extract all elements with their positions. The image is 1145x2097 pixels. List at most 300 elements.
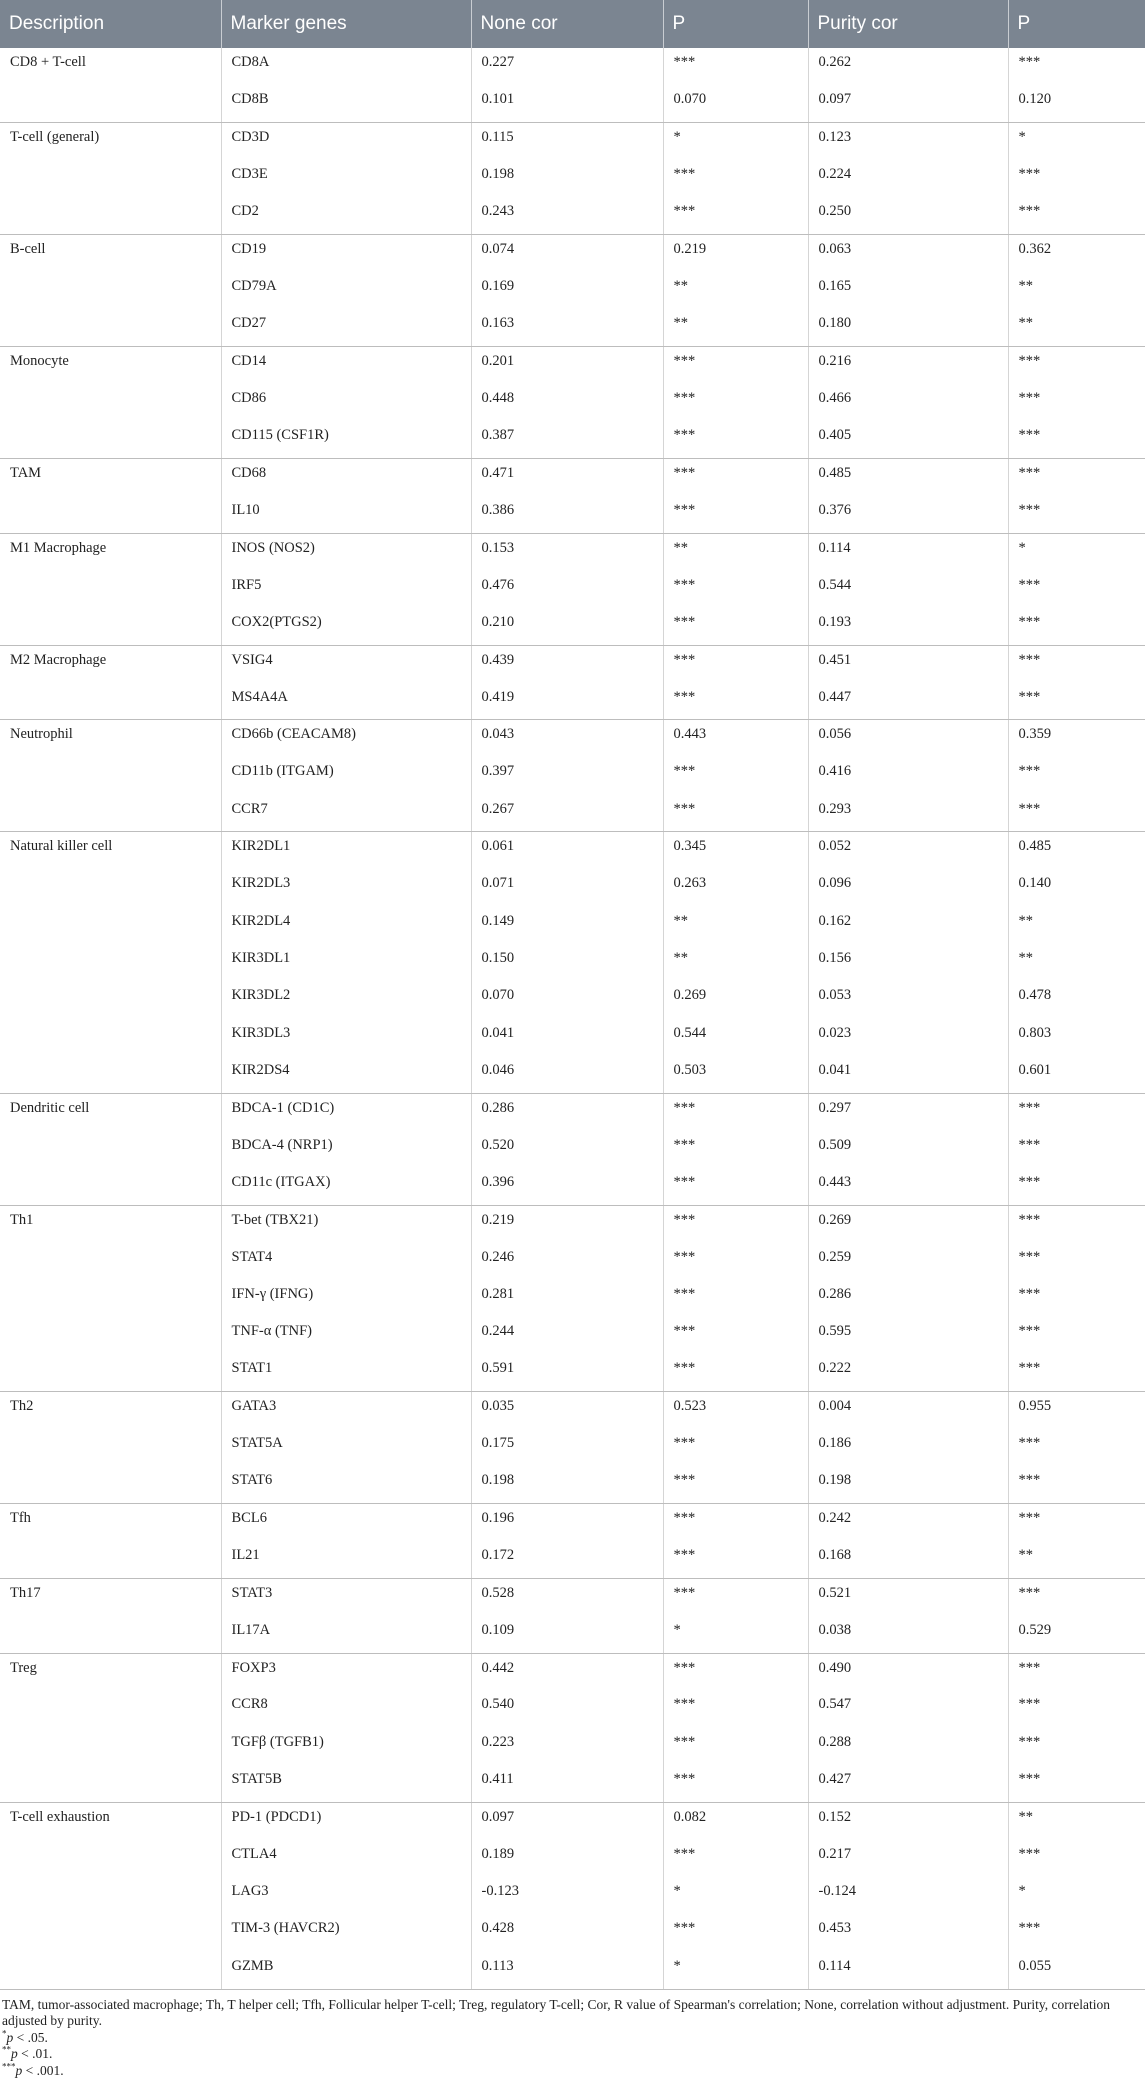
purity-cor-cell: 0.168 [808,1541,1008,1578]
marker-gene-cell: IRF5 [221,571,471,608]
p-none-cell: 0.070 [663,85,808,122]
none-cor-cell: 0.153 [471,533,663,570]
description-cell: Monocyte [0,347,221,459]
purity-cor-cell: 0.521 [808,1578,1008,1615]
purity-cor-cell: -0.124 [808,1877,1008,1914]
purity-cor-cell: 0.595 [808,1317,1008,1354]
none-cor-cell: 0.528 [471,1578,663,1615]
p-none-cell: *** [663,645,808,682]
none-cor-cell: 0.476 [471,571,663,608]
marker-gene-cell: CD86 [221,384,471,421]
p-none-cell: *** [663,1168,808,1205]
marker-gene-cell: LAG3 [221,1877,471,1914]
none-cor-cell: 0.428 [471,1914,663,1951]
purity-cor-cell: 0.443 [808,1168,1008,1205]
p-purity-cell: *** [1008,1578,1145,1615]
p-symbol: p [15,2062,23,2078]
p-none-cell: * [663,1877,808,1914]
purity-cor-cell: 0.123 [808,123,1008,160]
purity-cor-cell: 0.216 [808,347,1008,384]
p-purity-cell: *** [1008,197,1145,234]
p-none-cell: *** [663,347,808,384]
p-purity-cell: *** [1008,1354,1145,1391]
threshold-text: < .001. [22,2062,64,2078]
purity-cor-cell: 0.193 [808,608,1008,645]
p-purity-cell: *** [1018,389,1041,406]
marker-gene-cell: TNF-α (TNF) [221,1317,471,1354]
marker-gene-cell: CTLA4 [221,1840,471,1877]
marker-gene-cell: CCR8 [221,1690,471,1727]
p-none-cell: 0.269 [663,981,808,1018]
marker-gene-cell: BDCA-4 (NRP1) [221,1131,471,1168]
none-cor-cell: 0.246 [471,1243,663,1280]
none-cor-cell: 0.169 [471,272,663,309]
p-none-cell: *** [663,1653,808,1690]
header-marker-genes: Marker genes [221,0,471,48]
p-none-cell: *** [663,496,808,533]
significance-note [2,2030,1135,2047]
none-cor-cell: 0.201 [471,347,663,384]
marker-gene-cell: IL21 [221,1541,471,1578]
table-row [0,1205,1145,1242]
p-purity-cell: *** [1018,1248,1041,1265]
description-cell: Neutrophil [0,720,221,832]
purity-cor-cell: 0.269 [808,1205,1008,1242]
none-cor-cell: 0.198 [471,1466,663,1503]
description-cell: M2 Macrophage [0,645,221,720]
p-none-cell: *** [663,1541,808,1578]
p-purity-cell: 0.478 [1018,987,1052,1004]
marker-gene-cell: CD79A [221,272,471,309]
table-row [0,645,1145,682]
purity-cor-cell: 0.297 [808,1093,1008,1130]
table-row [0,533,1145,570]
marker-gene-cell: STAT1 [221,1354,471,1391]
header-p-purity: P [1017,13,1031,34]
p-purity-cell: *** [1008,795,1145,832]
header-description: Description [0,0,221,48]
p-purity-cell: ** [1008,1802,1145,1839]
purity-cor-cell: 0.547 [808,1690,1008,1727]
p-none-cell: *** [663,1840,808,1877]
none-cor-cell: 0.097 [471,1802,663,1839]
marker-gene-cell: CD115 (CSF1R) [221,421,471,458]
p-none-cell: ** [663,944,808,981]
purity-cor-cell: 0.485 [808,459,1008,496]
purity-cor-cell: 0.416 [808,757,1008,794]
purity-cor-cell: 0.162 [808,907,1008,944]
none-cor-cell: -0.123 [471,1877,663,1914]
description-cell: CD8 + T-cell [0,48,221,123]
p-purity-cell: *** [1008,347,1145,384]
p-none-cell: *** [663,48,808,85]
p-none-cell: *** [663,197,808,234]
p-purity-cell: *** [1018,1845,1041,1862]
p-none-cell: ** [663,309,808,346]
p-none-cell: *** [663,160,808,197]
none-cor-cell: 0.101 [471,85,663,122]
footnote-abbreviations: TAM, tumor-associated macrophage; Th, T helper cell; Tfh, Follicular helper T-cell; Treg, regulatory T-cell; Cor, R value of Spearman's correlation; None, correlation without adjustment. Purity, correlation adjusted by purity. [2,1996,1111,2029]
table-row [0,459,1145,496]
p-purity-cell: 0.955 [1008,1392,1145,1429]
none-cor-cell: 0.061 [471,832,663,869]
purity-cor-cell: 0.447 [808,683,1008,720]
p-purity-cell: *** [1008,496,1145,533]
p-none-cell: *** [663,1504,808,1541]
p-none-cell: *** [663,683,808,720]
p-purity-cell: 0.601 [1008,1056,1145,1093]
p-purity-cell: 0.362 [1008,235,1145,272]
none-cor-cell: 0.172 [471,1541,663,1578]
marker-gene-cell: COX2(PTGS2) [221,608,471,645]
table-row [0,832,1145,869]
none-cor-cell: 0.591 [471,1354,663,1391]
purity-cor-cell: 0.004 [808,1392,1008,1429]
threshold-text: < .01. [17,2046,53,2062]
purity-cor-cell: 0.152 [808,1802,1008,1839]
marker-gene-cell: KIR3DL1 [221,944,471,981]
p-none-cell: *** [663,795,808,832]
marker-gene-cell: CD27 [221,309,471,346]
p-purity-cell: ** [1018,949,1033,966]
purity-cor-cell: 0.114 [808,1952,1008,1989]
p-none-cell: *** [663,757,808,794]
threshold-text: < .05. [13,2029,48,2045]
p-none-cell: *** [663,1131,808,1168]
p-purity-cell: * [1008,533,1145,570]
none-cor-cell: 0.074 [471,235,663,272]
purity-cor-cell: 0.509 [808,1131,1008,1168]
p-purity-cell: *** [1018,1435,1041,1452]
p-none-cell: *** [663,1914,808,1951]
p-none-cell: 0.503 [663,1056,808,1093]
marker-gene-cell: CD8B [221,85,471,122]
p-none-cell: *** [663,459,808,496]
p-none-cell: * [663,1952,808,1989]
p-purity-cell: *** [1018,576,1041,593]
p-purity-cell: ** [1018,912,1033,929]
none-cor-cell: 0.471 [471,459,663,496]
p-purity-cell: 0.529 [1008,1616,1145,1653]
purity-cor-cell: 0.097 [808,85,1008,122]
p-none-cell: *** [663,608,808,645]
p-none-cell: *** [663,1728,808,1765]
purity-cor-cell: 0.405 [808,421,1008,458]
none-cor-cell: 0.035 [471,1392,663,1429]
none-cor-cell: 0.227 [471,48,663,85]
table-row [0,1802,1145,1839]
p-none-cell: *** [663,1429,808,1466]
none-cor-cell: 0.189 [471,1840,663,1877]
p-purity-cell: *** [1018,1733,1041,1750]
p-purity-cell: *** [1018,1285,1041,1302]
marker-gene-cell: KIR3DL3 [221,1019,471,1056]
marker-gene-cell: MS4A4A [221,683,471,720]
marker-gene-cell: TIM-3 (HAVCR2) [221,1914,471,1951]
p-none-cell: *** [663,1093,808,1130]
marker-gene-cell: CD19 [221,235,471,272]
none-cor-cell: 0.223 [471,1728,663,1765]
none-cor-cell: 0.448 [471,384,663,421]
marker-gene-cell: CCR7 [221,795,471,832]
purity-cor-cell: 0.242 [808,1504,1008,1541]
none-cor-cell: 0.070 [471,981,663,1018]
p-purity-cell: *** [1008,1093,1145,1130]
marker-gene-cell: CD3D [221,123,471,160]
p-purity-cell: *** [1008,1205,1145,1242]
purity-cor-cell: 0.288 [808,1728,1008,1765]
p-purity-cell: 0.140 [1018,875,1052,892]
significance-note [2,2046,1135,2063]
marker-gene-cell: BCL6 [221,1504,471,1541]
description-cell: TAM [0,459,221,534]
marker-gene-cell: FOXP3 [221,1653,471,1690]
p-none-cell: ** [663,533,808,570]
p-symbol: p [6,2029,14,2045]
significance-mark: *** [2,2061,16,2072]
none-cor-cell: 0.267 [471,795,663,832]
p-purity-cell: *** [1018,1920,1041,1937]
none-cor-cell: 0.043 [471,720,663,757]
header-p-none: P [663,0,808,48]
none-cor-cell: 0.540 [471,1690,663,1727]
purity-cor-cell: 0.165 [808,272,1008,309]
marker-gene-cell: STAT5B [221,1765,471,1802]
none-cor-cell: 0.163 [471,309,663,346]
p-purity-cell: * [1018,1883,1026,1900]
purity-cor-cell: 0.217 [808,1840,1008,1877]
table-row [0,235,1145,272]
header-row [0,0,1145,48]
p-purity-cell: *** [1018,54,1041,70]
p-purity-cell: 0.803 [1018,1024,1052,1041]
purity-cor-cell: 0.052 [808,832,1008,869]
p-none-cell: *** [663,1578,808,1615]
p-none-cell: *** [663,1317,808,1354]
p-purity-cell: *** [1008,683,1145,720]
p-none-cell: *** [663,1354,808,1391]
purity-cor-cell: 0.063 [808,235,1008,272]
purity-cor-cell: 0.198 [808,1466,1008,1503]
none-cor-cell: 0.419 [471,683,663,720]
purity-cor-cell: 0.427 [808,1765,1008,1802]
p-none-cell: *** [663,571,808,608]
marker-gene-cell: PD-1 (PDCD1) [221,1802,471,1839]
table-row [0,1653,1145,1690]
marker-gene-cell: BDCA-1 (CD1C) [221,1093,471,1130]
none-cor-cell: 0.442 [471,1653,663,1690]
none-cor-cell: 0.113 [471,1952,663,1989]
marker-gene-cell: VSIG4 [221,645,471,682]
p-purity-cell: 0.120 [1008,85,1145,122]
p-none-cell: 0.219 [663,235,808,272]
p-none-cell: *** [663,1243,808,1280]
marker-gene-cell: KIR3DL2 [221,981,471,1018]
marker-gene-cell: CD14 [221,347,471,384]
table-row [0,347,1145,384]
p-purity-cell: *** [1008,1765,1145,1802]
table-row [0,1504,1145,1541]
p-purity-cell: *** [1008,459,1145,496]
p-purity-cell: ** [1008,309,1145,346]
table-row [0,48,1145,85]
table-row [0,1578,1145,1615]
p-none-cell: 0.263 [663,869,808,906]
marker-gene-cell: STAT3 [221,1578,471,1615]
p-none-cell: *** [663,1690,808,1727]
p-none-cell: *** [663,1466,808,1503]
p-purity-cell: 0.055 [1008,1952,1145,1989]
marker-gene-cell: CD3E [221,160,471,197]
p-purity-cell: *** [1008,1466,1145,1503]
description-cell: T-cell (general) [0,123,221,235]
purity-cor-cell: 0.286 [808,1280,1008,1317]
none-cor-cell: 0.041 [471,1019,663,1056]
p-purity-cell: *** [1018,1696,1041,1713]
p-purity-cell: ** [1018,277,1033,294]
marker-gene-cell: CD8A [221,48,471,85]
marker-gene-cell: STAT5A [221,1429,471,1466]
purity-cor-cell: 0.053 [808,981,1008,1018]
description-cell: Th1 [0,1205,221,1392]
none-cor-cell: 0.243 [471,197,663,234]
p-purity-cell: *** [1008,1168,1145,1205]
marker-gene-cell: INOS (NOS2) [221,533,471,570]
purity-cor-cell: 0.056 [808,720,1008,757]
none-cor-cell: 0.244 [471,1317,663,1354]
description-cell: Th2 [0,1392,221,1504]
p-purity-cell: *** [1018,763,1041,780]
marker-gene-cell: STAT4 [221,1243,471,1280]
significance-notes [2,2030,1135,2080]
significance-mark: * [2,2028,7,2039]
significance-note [2,2063,1135,2080]
purity-cor-cell: 0.262 [808,48,1008,85]
p-purity-cell: *** [1018,1323,1041,1340]
marker-gene-cell: IFN-γ (IFNG) [221,1280,471,1317]
none-cor-cell: 0.439 [471,645,663,682]
purity-cor-cell: 0.376 [808,496,1008,533]
marker-gene-cell: T-bet (TBX21) [221,1205,471,1242]
p-purity-cell: *** [1008,1504,1145,1541]
purity-cor-cell: 0.156 [808,944,1008,981]
none-cor-cell: 0.071 [471,869,663,906]
marker-gene-cell: KIR2DL4 [221,907,471,944]
p-none-cell: 0.523 [663,1392,808,1429]
table-notes [0,1990,1145,2080]
significance-mark: ** [2,2044,11,2055]
none-cor-cell: 0.210 [471,608,663,645]
purity-cor-cell: 0.180 [808,309,1008,346]
marker-gene-cell: TGFβ (TGFB1) [221,1728,471,1765]
p-none-cell: ** [663,907,808,944]
purity-cor-cell: 0.250 [808,197,1008,234]
p-purity-cell: 0.485 [1008,832,1145,869]
none-cor-cell: 0.149 [471,907,663,944]
p-none-cell: *** [663,384,808,421]
none-cor-cell: 0.046 [471,1056,663,1093]
table-row [0,1392,1145,1429]
marker-gene-cell: CD11b (ITGAM) [221,757,471,794]
description-cell: M1 Macrophage [0,533,221,645]
p-none-cell: ** [663,272,808,309]
none-cor-cell: 0.281 [471,1280,663,1317]
purity-cor-cell: 0.453 [808,1914,1008,1951]
purity-cor-cell: 0.490 [808,1653,1008,1690]
marker-gene-cell: CD66b (CEACAM8) [221,720,471,757]
purity-cor-cell: 0.186 [808,1429,1008,1466]
none-cor-cell: 0.411 [471,1765,663,1802]
purity-cor-cell: 0.038 [808,1616,1008,1653]
p-purity-cell: ** [1008,1541,1145,1578]
p-none-cell: *** [663,421,808,458]
purity-cor-cell: 0.451 [808,645,1008,682]
description-cell: Treg [0,1653,221,1802]
table-body [0,48,1145,1989]
p-none-cell: 0.082 [663,1802,808,1839]
p-none-cell: 0.544 [663,1019,808,1056]
p-purity-cell: *** [1008,645,1145,682]
description-cell: Th17 [0,1578,221,1653]
p-none-cell: 0.443 [663,720,808,757]
p-none-cell: * [663,123,808,160]
table-row [0,720,1145,757]
table-row [0,123,1145,160]
purity-cor-cell: 0.293 [808,795,1008,832]
none-cor-cell: 0.286 [471,1093,663,1130]
marker-gene-cell: KIR2DL3 [221,869,471,906]
header-purity-cor: Purity cor [808,0,1008,48]
purity-cor-cell: 0.041 [808,1056,1008,1093]
p-purity-cell: *** [1018,1136,1041,1153]
purity-cor-cell: 0.222 [808,1354,1008,1391]
p-symbol: p [11,2046,18,2062]
p-purity-cell: * [1008,123,1145,160]
none-cor-cell: 0.387 [471,421,663,458]
p-none-cell: *** [663,1205,808,1242]
marker-gene-cell: IL10 [221,496,471,533]
description-cell: Tfh [0,1504,221,1579]
header-none-cor: None cor [471,0,663,48]
p-none-cell: 0.345 [663,832,808,869]
marker-gene-cell: CD68 [221,459,471,496]
marker-gene-cell: CD11c (ITGAX) [221,1168,471,1205]
purity-cor-cell: 0.259 [808,1243,1008,1280]
p-none-cell: * [663,1616,808,1653]
none-cor-cell: 0.175 [471,1429,663,1466]
none-cor-cell: 0.397 [471,757,663,794]
none-cor-cell: 0.198 [471,160,663,197]
p-purity-cell: *** [1008,421,1145,458]
purity-cor-cell: 0.114 [808,533,1008,570]
table-row [0,1093,1145,1130]
marker-gene-cell: IL17A [221,1616,471,1653]
purity-cor-cell: 0.023 [808,1019,1008,1056]
marker-gene-cell: GATA3 [221,1392,471,1429]
marker-gene-cell: KIR2DL1 [221,832,471,869]
table-header [0,0,1145,48]
p-purity-cell: *** [1008,608,1145,645]
none-cor-cell: 0.520 [471,1131,663,1168]
marker-gene-cell: KIR2DS4 [221,1056,471,1093]
none-cor-cell: 0.396 [471,1168,663,1205]
p-none-cell: *** [663,1280,808,1317]
marker-gene-cell: GZMB [221,1952,471,1989]
marker-gene-cell: STAT6 [221,1466,471,1503]
purity-cor-cell: 0.096 [808,869,1008,906]
none-cor-cell: 0.196 [471,1504,663,1541]
purity-cor-cell: 0.544 [808,571,1008,608]
